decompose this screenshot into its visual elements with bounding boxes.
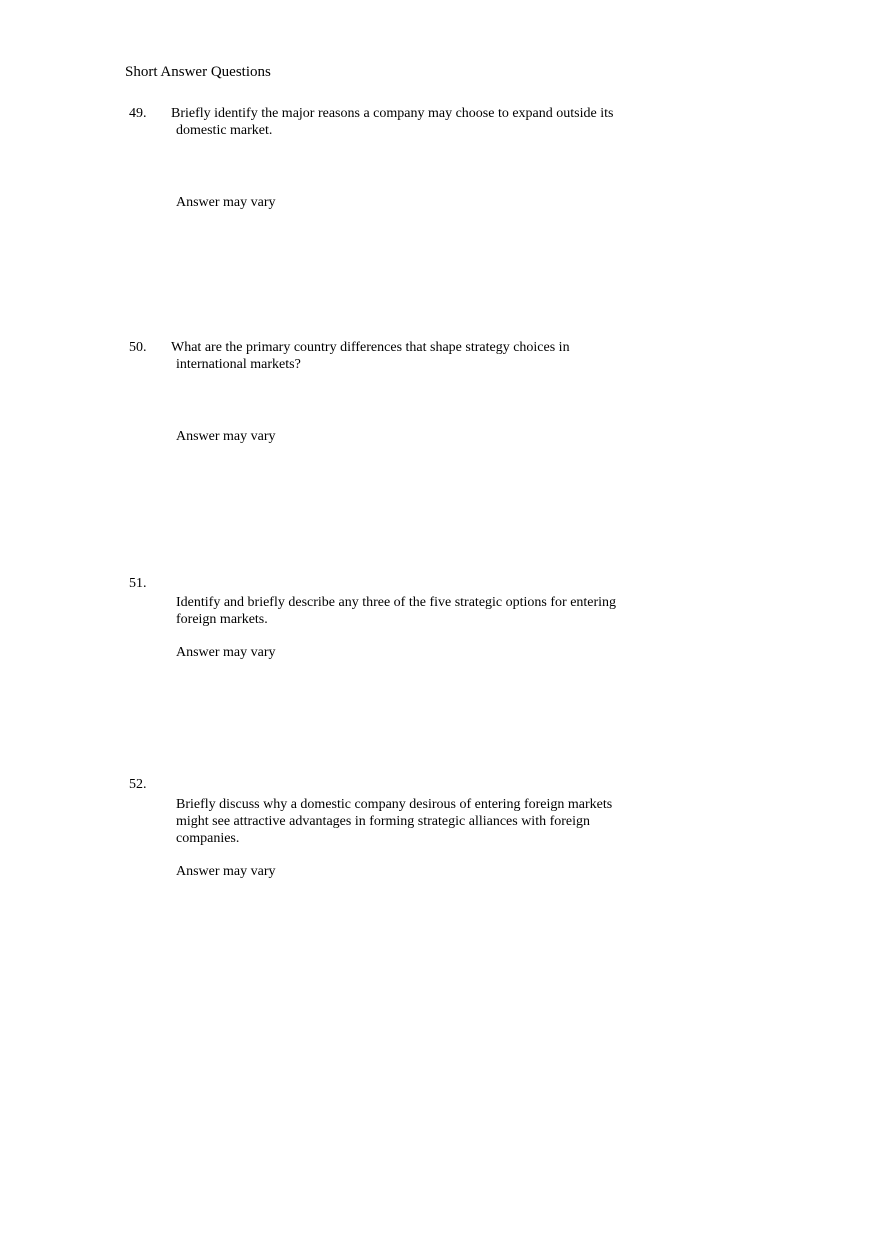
question-text-line: might see attractive advantages in forming strategic alliances with foreign <box>176 814 591 829</box>
question-text-line: Identify and briefly describe any three of the five strategic options for entering <box>176 595 617 610</box>
question-text-line: Briefly identify the major reasons a company may choose to expand outside its <box>171 106 614 121</box>
question-text-line: Briefly discuss why a domestic company desirous of entering foreign markets <box>176 797 613 812</box>
answer-text: Answer may vary <box>176 645 276 660</box>
answer-text: Answer may vary <box>176 429 276 444</box>
section-heading: Short Answer Questions <box>125 64 271 80</box>
answer-text: Answer may vary <box>176 195 276 210</box>
question-text-line: What are the primary country differences that shape strategy choices in <box>171 340 570 355</box>
answer-text: Answer may vary <box>176 864 276 879</box>
question-number: 49. <box>129 106 147 121</box>
question-text-line: domestic market. <box>176 123 273 138</box>
question-number: 50. <box>129 340 147 355</box>
question-text-line: companies. <box>176 831 240 846</box>
question-number: 51. <box>129 576 147 591</box>
question-text-line: foreign markets. <box>176 612 268 627</box>
question-text-line: international markets? <box>176 357 301 372</box>
question-number: 52. <box>129 777 147 792</box>
